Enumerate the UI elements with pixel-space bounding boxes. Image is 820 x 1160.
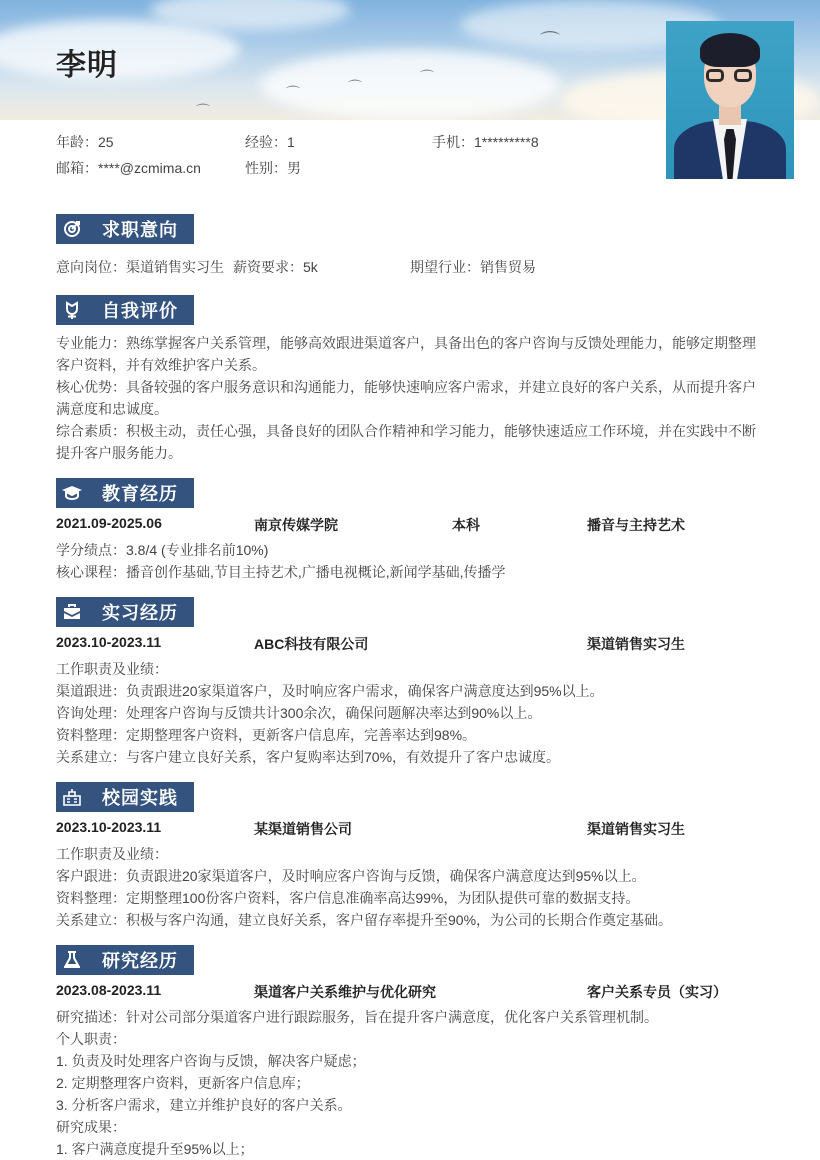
self-eval-paragraph: 核心优势：具备较强的客户服务意识和沟通能力，能够快速响应客户需求，并建立良好的客户关系，从而提升客户满意度和忠诚度。: [56, 379, 756, 417]
campus-line: 资料整理：定期整理100份客户资料，客户信息准确率高达99%，为团队提供可靠的数据支持。: [56, 890, 640, 906]
info-experience: 经验：1: [245, 134, 295, 150]
school-building-icon: [62, 787, 82, 807]
info-email: 邮箱：****@zcmima.cn: [56, 160, 201, 176]
internship-role: 渠道销售实习生: [587, 636, 685, 652]
flask-icon: [62, 950, 82, 970]
research-project: 渠道客户关系维护与优化研究: [254, 984, 436, 1000]
flower-icon: [62, 300, 82, 320]
campus-row: [56, 819, 768, 841]
bird-icon: ⌒: [540, 31, 560, 53]
campus-company: 某渠道销售公司: [254, 821, 352, 837]
education-row: [56, 515, 768, 537]
section-header-campus: [56, 782, 194, 812]
section-title: 自我评价: [102, 301, 178, 321]
campus-line: 工作职责及业绩：: [56, 846, 168, 862]
bird-icon: ⌒: [348, 79, 362, 95]
section-title: 实习经历: [102, 603, 178, 623]
internship-company: ABC科技有限公司: [254, 636, 369, 652]
section-title: 研究经历: [102, 951, 178, 971]
section-header-research: [56, 945, 194, 975]
section-header-education: [56, 478, 194, 508]
research-line: 1. 负责及时处理客户咨询与反馈，解决客户疑虑；: [56, 1053, 366, 1069]
internship-row: [56, 634, 768, 656]
intent-position: 意向岗位：渠道销售实习生: [56, 259, 224, 275]
candidate-name: 李明: [56, 49, 118, 82]
section-title: 求职意向: [102, 220, 178, 240]
education-gpa: 学分绩点：3.8/4 (专业排名前10%): [56, 542, 269, 558]
info-gender: 性别：男: [245, 160, 301, 176]
internship-line: 渠道跟进：负责跟进20家渠道客户，及时响应客户需求，确保客户满意度达到95%以上。: [56, 683, 604, 699]
research-line: 2. 定期整理客户资料，更新客户信息库；: [56, 1075, 310, 1091]
target-icon: [62, 219, 82, 239]
internship-line: 工作职责及业绩：: [56, 661, 168, 677]
campus-line: 客户跟进：负责跟进20家渠道客户，及时响应客户咨询与反馈，确保客户满意度达到95%以上。: [56, 868, 646, 884]
research-line: 研究描述：针对公司部分渠道客户进行跟踪服务，旨在提升客户满意度，优化客户关系管理机制。: [56, 1009, 658, 1025]
info-phone: 手机：1*********8: [432, 134, 539, 150]
internship-line: 咨询处理：处理客户咨询与反馈共计300余次，确保问题解决率达到90%以上。: [56, 705, 542, 721]
bird-icon: ⌒: [420, 69, 434, 85]
bird-icon: ⌒: [196, 103, 210, 119]
research-line: 研究成果：: [56, 1119, 126, 1135]
section-header-internship: [56, 597, 194, 627]
internship-line: 资料整理：定期整理客户资料，更新客户信息库，完善率达到98%。: [56, 727, 477, 743]
campus-period: 2023.10-2023.11: [56, 819, 162, 835]
graduation-cap-icon: [62, 483, 82, 503]
info-age: 年龄：25: [56, 134, 114, 150]
research-line: 3. 分析客户需求，建立并维护良好的客户关系。: [56, 1097, 352, 1113]
education-courses: 核心课程：播音创作基础,节目主持艺术,广播电视概论,新闻学基础,传播学: [56, 564, 506, 580]
section-header-self-eval: [56, 295, 194, 325]
research-row: [56, 982, 768, 1004]
campus-line: 关系建立：积极与客户沟通，建立良好关系，客户留存率提升至90%，为公司的长期合作奠定基础。: [56, 912, 673, 928]
profile-photo: [666, 21, 794, 179]
research-role: 客户关系专员（实习）: [587, 984, 727, 1000]
internship-line: 关系建立：与客户建立良好关系，客户复购率达到70%，有效提升了客户忠诚度。: [56, 749, 561, 765]
education-degree: 本科: [452, 517, 480, 533]
self-eval-paragraph: 综合素质：积极主动，责任心强，具备良好的团队合作精神和学习能力，能够快速适应工作环境，并在实践中不断提升客户服务能力。: [56, 423, 756, 461]
intent-industry: 期望行业：销售贸易: [410, 259, 536, 275]
self-eval-paragraph: 专业能力：熟练掌握客户关系管理，能够高效跟进渠道客户，具备出色的客户咨询与反馈处理能力，能够定期整理客户资料，并有效维护客户关系。: [56, 335, 756, 373]
intent-salary: 薪资要求：5k: [233, 259, 318, 275]
briefcase-icon: [62, 602, 82, 622]
campus-role: 渠道销售实习生: [587, 821, 685, 837]
research-line: 个人职责：: [56, 1031, 126, 1047]
internship-period: 2023.10-2023.11: [56, 634, 162, 650]
education-school: 南京传媒学院: [254, 517, 338, 533]
section-title: 校园实践: [102, 788, 178, 808]
research-period: 2023.08-2023.11: [56, 982, 162, 998]
section-title: 教育经历: [102, 484, 178, 504]
research-line: 1. 客户满意度提升至95%以上；: [56, 1141, 254, 1157]
bird-icon: ⌒: [286, 85, 300, 101]
section-header-intent: [56, 214, 194, 244]
education-major: 播音与主持艺术: [587, 517, 685, 533]
education-period: 2021.09-2025.06: [56, 515, 162, 531]
